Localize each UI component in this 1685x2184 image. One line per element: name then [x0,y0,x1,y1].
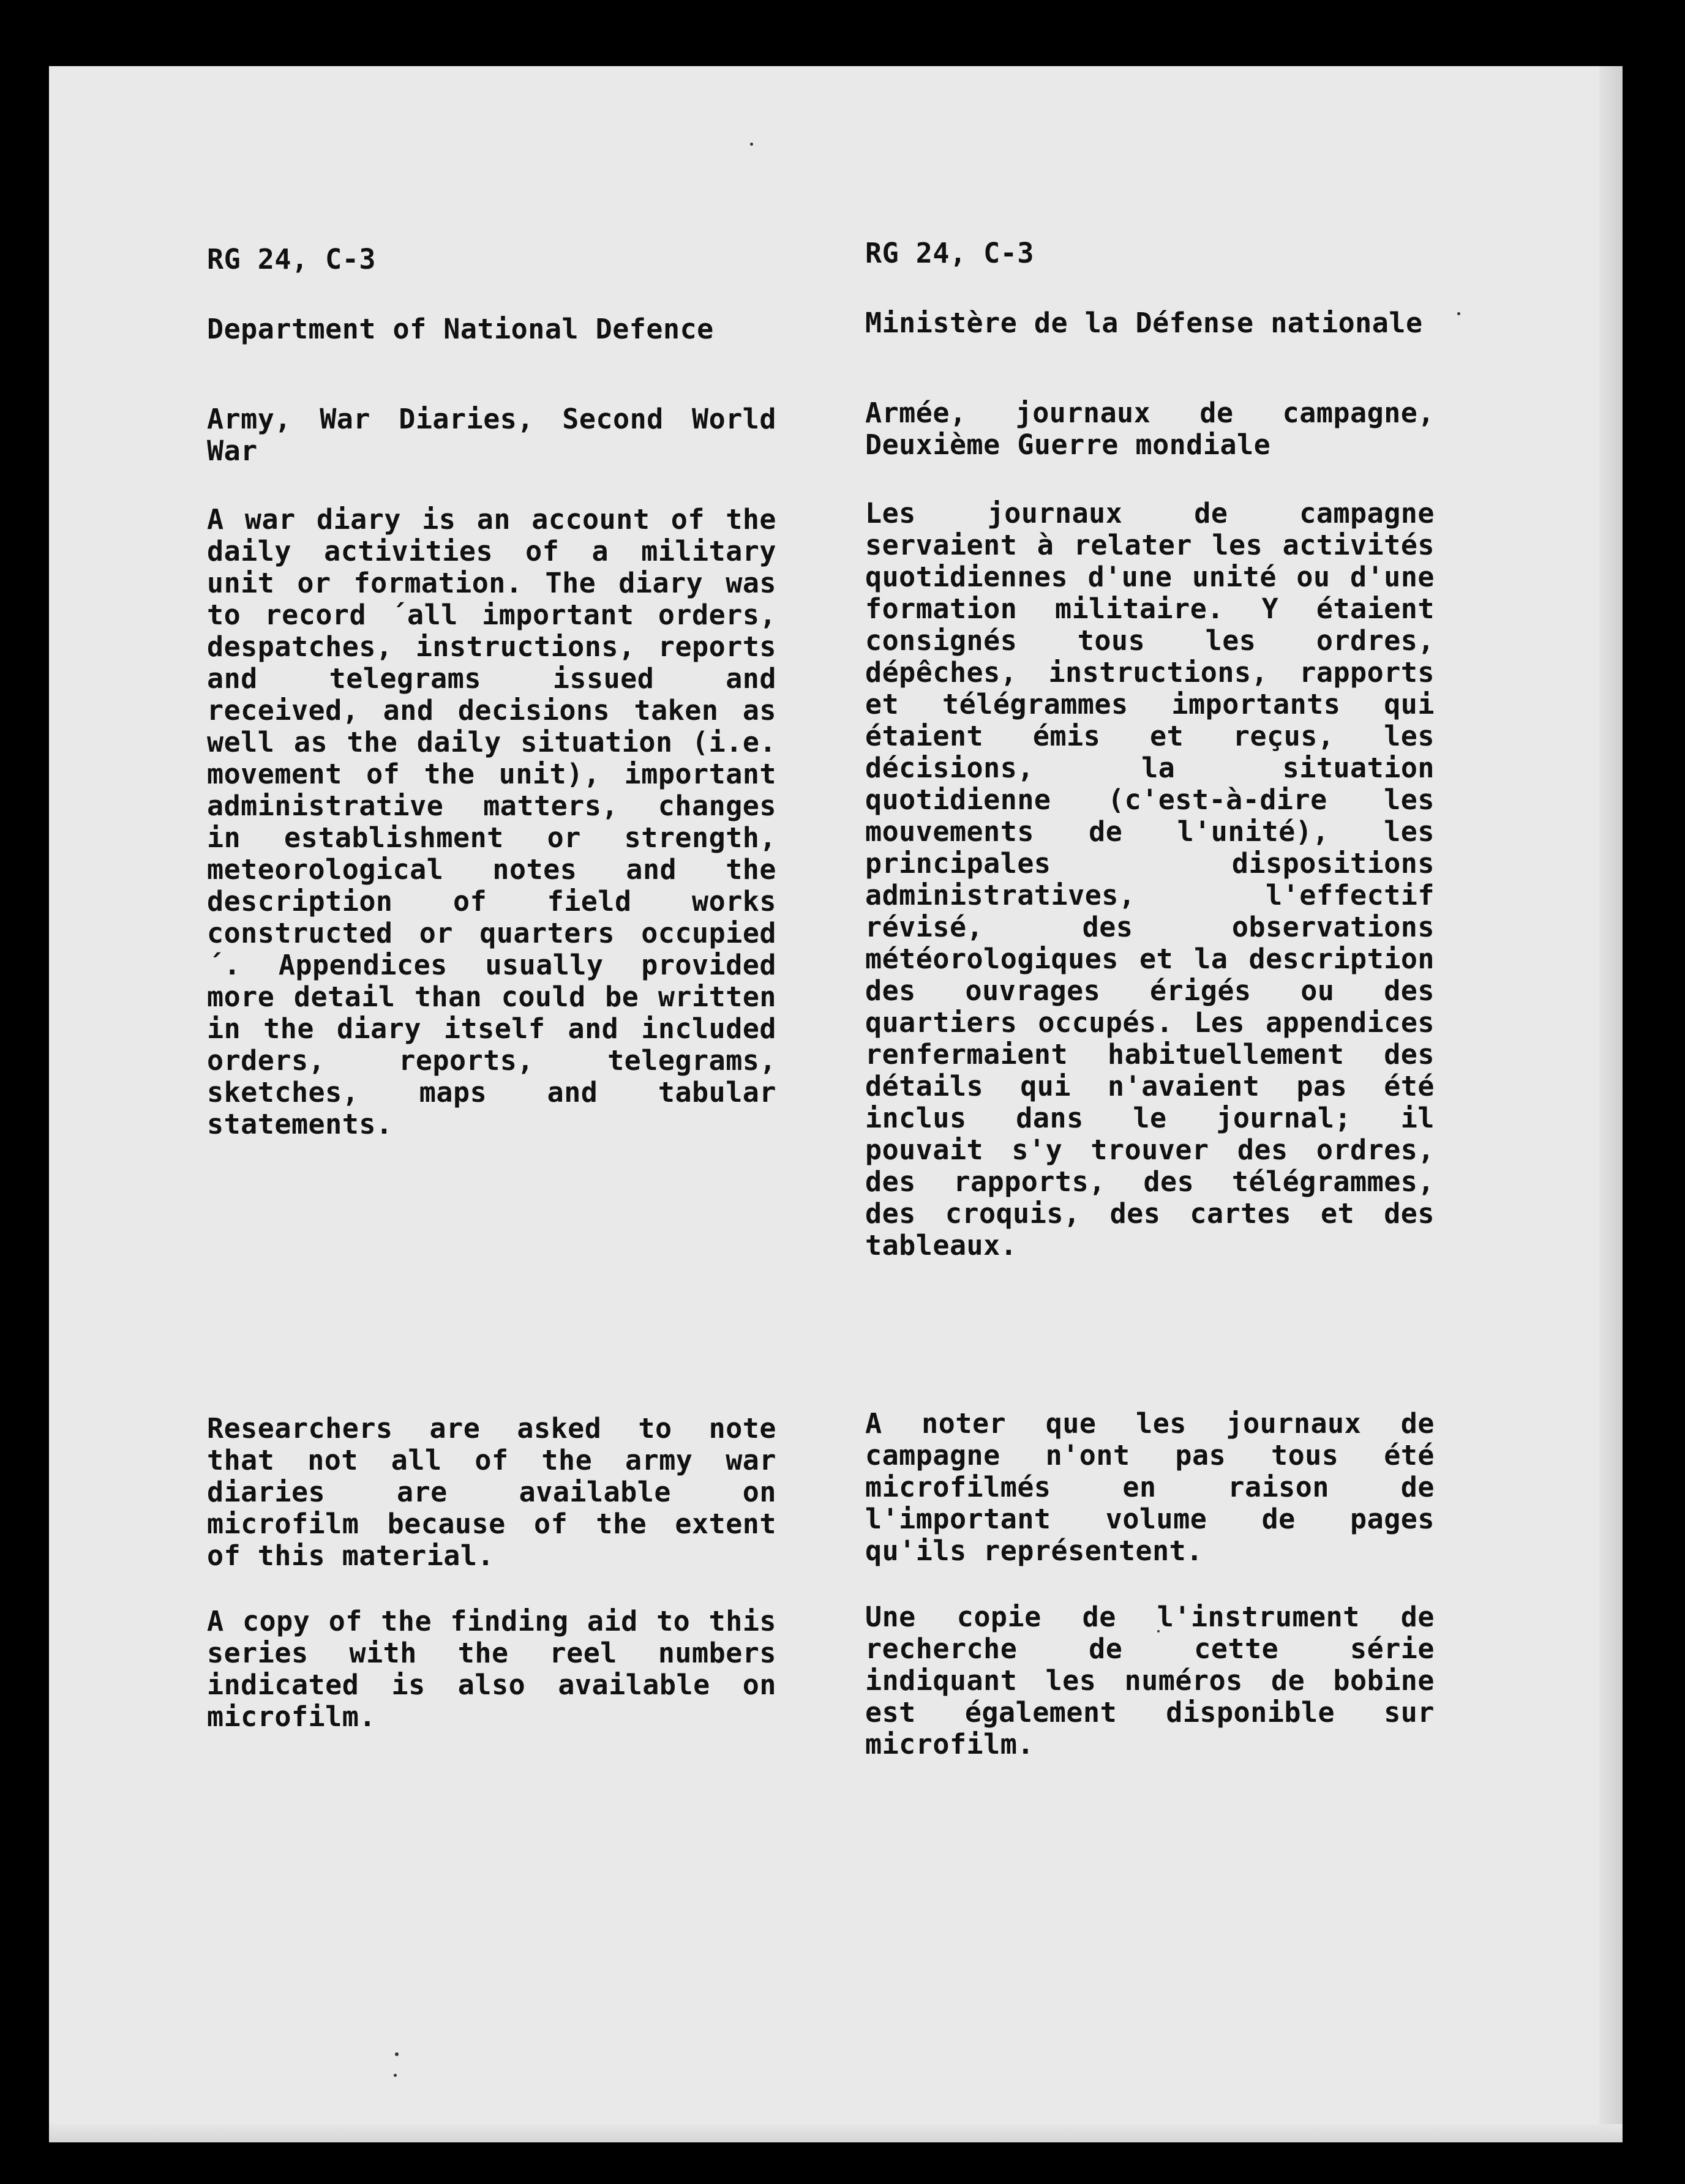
document-page [49,66,1623,2142]
french-microfilm-note [865,1408,1435,1567]
english-column [207,244,776,1140]
dust-speck [750,143,753,146]
series-description-fr: Les journaux de campagne servaient à relater les activités quotidiennes d'une unité ou d'une formation militaire. Y étaient consignés tous les ordres, dépêches, instructions, rapports et télégrammes importants qui étaient émis et reçus, les décisions, la situation quotidienne (c'est-à-dire les mouvements de l'unité), les principales dispositions administratives, l'effectif révisé, des observations météorologiques et la description des ouvrages érigés ou des quartiers occupés. Les appendices renfermaient habituellement des détails qui n'avaient pas été inclus dans le journal; il pouvait s'y trouver des ordres, des rapports, des télégrammes, des croquis, des cartes et des tableaux. [865,497,1435,1262]
series-title: Army, War Diaries, Second World War [207,403,776,467]
french-column [865,237,1435,1262]
finding-aid-text-fr: Une copie de l'instrument de recherche de cette série indiquant les numéros de bobine est également disponible sur microfilm. [865,1601,1435,1760]
microfilm-note-text: Researchers are asked to note that not all of the army war diaries are available on microfilm because of the extent of this material. [207,1412,776,1572]
series-title-fr: Armée, journaux de campagne, Deuxième Guerre mondiale [865,397,1435,461]
finding-aid-text: A copy of the finding aid to this series with the reel numbers indicated is also available on microfilm. [207,1605,776,1733]
dust-speck [395,2052,399,2056]
department-name-fr: Ministère de la Défense nationale [865,307,1423,339]
french-finding-aid [865,1601,1435,1760]
dust-speck [394,2074,397,2077]
scan-edge-bottom [49,2124,1623,2142]
record-group-reference-fr: RG 24, C-3 [865,237,1034,269]
scan-edge-right [1599,66,1623,2142]
dust-speck [1457,312,1460,315]
series-description: A war diary is an account of the daily activities of a military unit or formation. The diary was to record ´all important orders, despatches, instructions, reports and telegrams issued and received, and decisions taken as well as the daily situation (i.e. movement of the unit), important administrative matters, changes in establishment or strength, meteorological notes and the description of field works constructed or quarters occupied´. Appendices usually provided more detail than could be written in the diary itself and included orders, reports, telegrams, sketches, maps and tabular statements. [207,503,776,1140]
english-microfilm-note [207,1413,776,1572]
department-name: Department of National Defence [207,313,714,345]
english-finding-aid [207,1606,776,1733]
record-group-reference: RG 24, C-3 [207,243,376,275]
microfilm-note-text-fr: A noter que les journaux de campagne n'ont pas tous été microfilmés en raison de l'important volume de pages qu'ils représentent. [865,1407,1435,1567]
